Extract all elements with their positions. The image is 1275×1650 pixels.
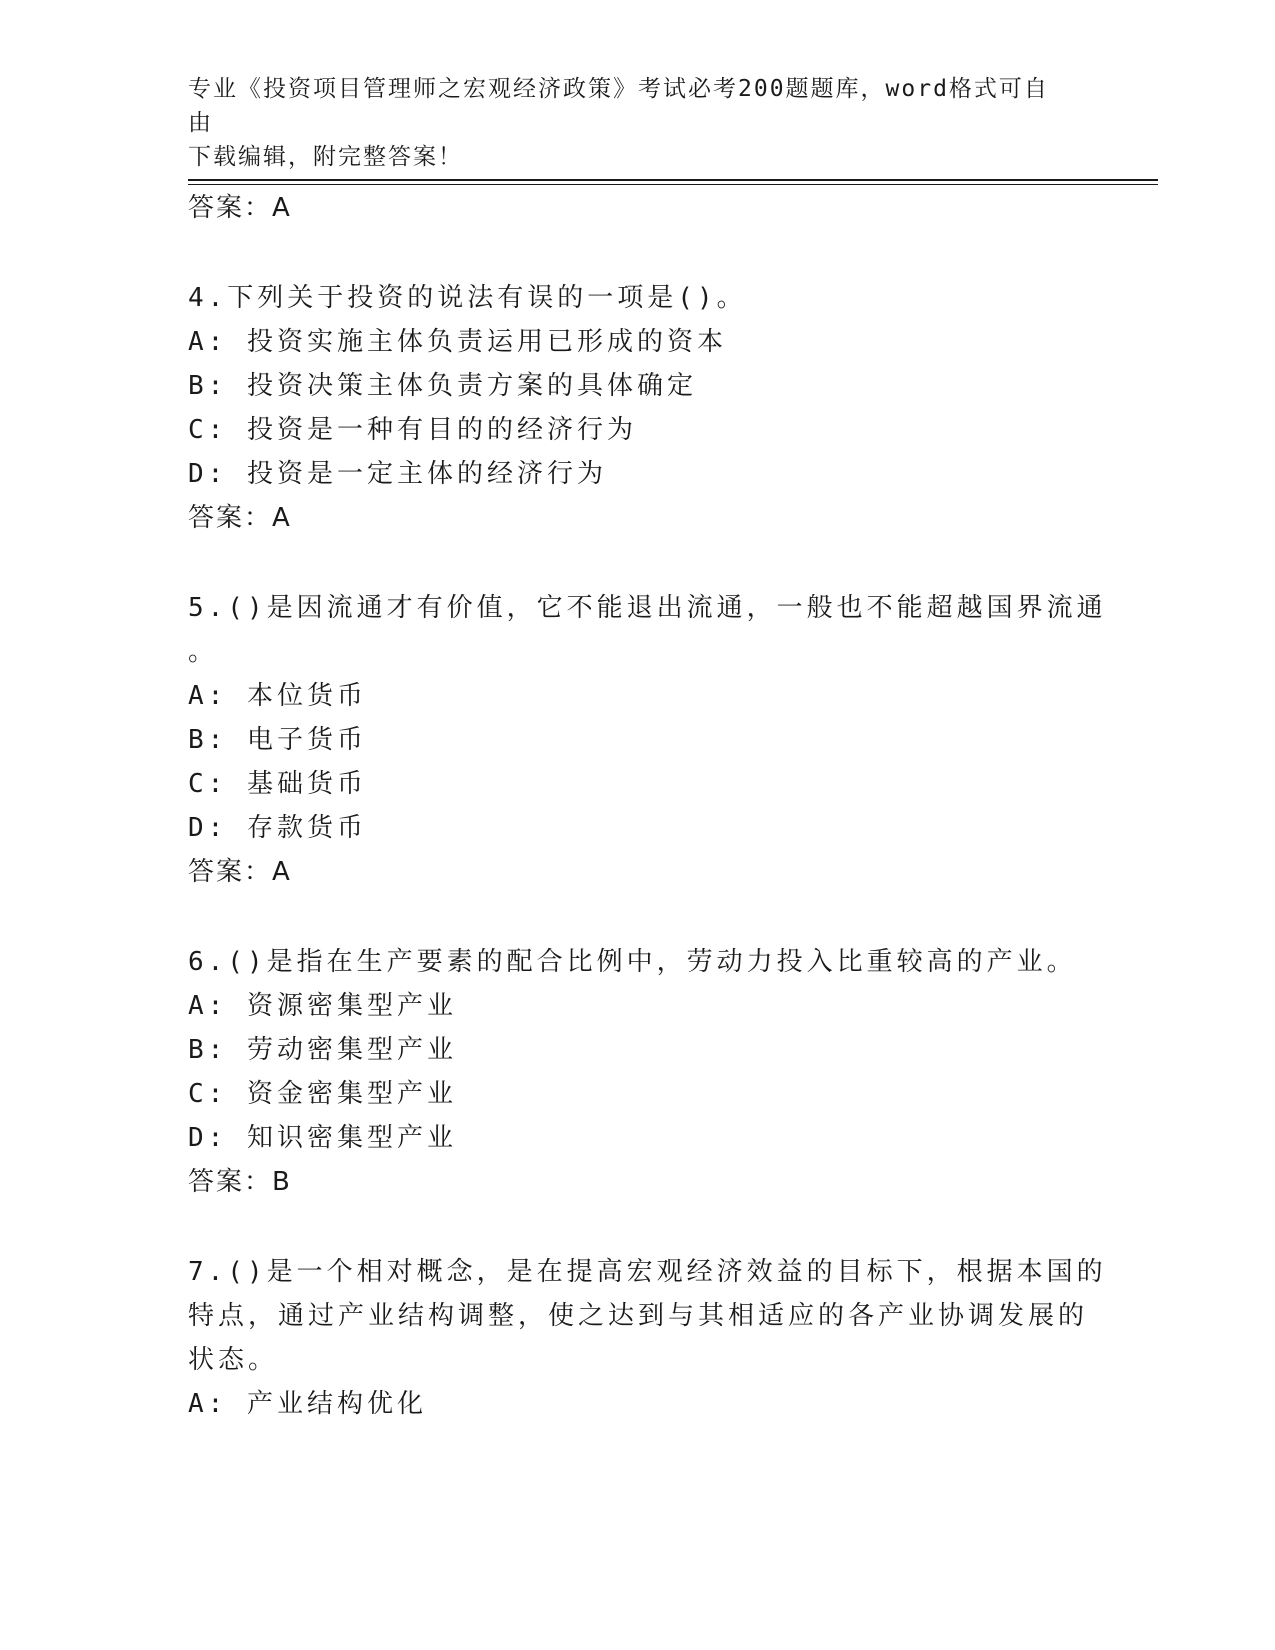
q5-stem-line-1: 5.()是因流通才有价值，它不能退出流通，一般也不能超越国界流通 <box>188 593 1107 623</box>
q4-stem: 4.下列关于投资的说法有误的一项是()。 <box>188 283 747 313</box>
q4-answer: 答案：A <box>188 503 292 533</box>
q7-option-a: A: 产业结构优化 <box>188 1389 427 1419</box>
q5-answer: 答案：A <box>188 857 292 887</box>
q6-stem: 6.()是指在生产要素的配合比例中，劳动力投入比重较高的产业。 <box>188 947 1077 977</box>
q7-stem-line-2: 特点，通过产业结构调整，使之达到与其相适应的各产业协调发展的 <box>188 1301 1089 1331</box>
q6-option-a: A: 资源密集型产业 <box>188 991 457 1021</box>
q7-stem-line-3: 状态。 <box>188 1345 279 1375</box>
document-header <box>188 72 1068 174</box>
q5-stem-line-2: 。 <box>188 637 219 667</box>
q6-option-d: D: 知识密集型产业 <box>188 1123 457 1153</box>
header-divider-thick <box>188 179 1158 181</box>
q5-option-c: C: 基础货币 <box>188 769 367 799</box>
header-line-1: 专业《投资项目管理师之宏观经济政策》考试必考200题题库，word格式可自由 <box>188 76 1049 136</box>
q4-option-d: D: 投资是一定主体的经济行为 <box>188 459 607 489</box>
q3-answer: 答案：A <box>188 193 292 223</box>
q4-option-c: C: 投资是一种有目的的经济行为 <box>188 415 637 445</box>
q4-option-a: A: 投资实施主体负责运用已形成的资本 <box>188 327 727 357</box>
q5-option-a: A: 本位货币 <box>188 681 367 711</box>
q7-stem-line-1: 7.()是一个相对概念，是在提高宏观经济效益的目标下，根据本国的 <box>188 1257 1107 1287</box>
q6-option-c: C: 资金密集型产业 <box>188 1079 457 1109</box>
header-divider-thin <box>188 184 1158 185</box>
q5-option-d: D: 存款货币 <box>188 813 367 843</box>
q6-answer: 答案：B <box>188 1167 292 1197</box>
q5-option-b: B: 电子货币 <box>188 725 367 755</box>
q4-option-b: B: 投资决策主体负责方案的具体确定 <box>188 371 697 401</box>
q6-option-b: B: 劳动密集型产业 <box>188 1035 457 1065</box>
header-line-2: 下载编辑，附完整答案！ <box>188 144 463 170</box>
